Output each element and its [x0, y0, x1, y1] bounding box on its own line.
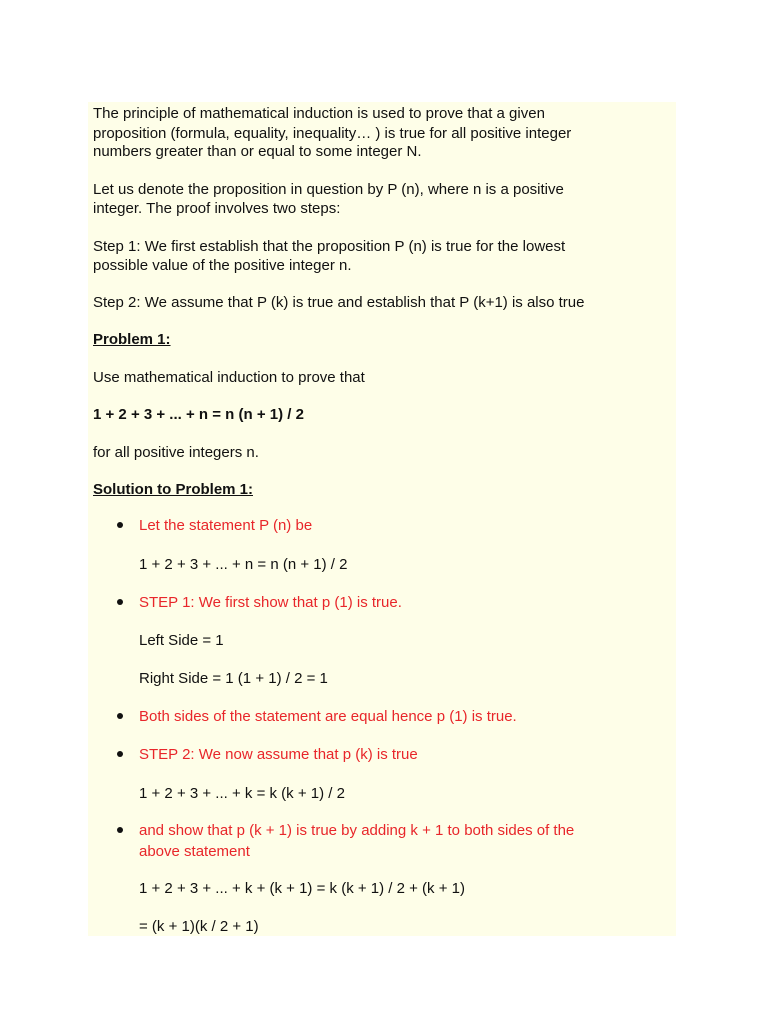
bullet-dot-icon [117, 599, 123, 605]
denote-line-1: Let us denote the proposition in question by P (n), where n is a positive [93, 181, 564, 198]
intro-line-1: The principle of mathematical induction is used to prove that a given [93, 105, 545, 122]
step2-text: Step 2: We assume that P (k) is true and establish that P (k+1) is also true [93, 294, 585, 311]
equation-pn: 1 + 2 + 3 + ... + n = n (n + 1) / 2 [139, 556, 348, 573]
problem-prompt: Use mathematical induction to prove that [93, 369, 365, 386]
bullet-both-sides: Both sides of the statement are equal hence p (1) is true. [139, 708, 517, 725]
intro-line-2: proposition (formula, equality, inequality… ) is true for all positive integer [93, 125, 572, 142]
equation-pk1: 1 + 2 + 3 + ... + k + (k + 1) = k (k + 1) / 2 + (k + 1) [139, 880, 465, 897]
equation-factored: = (k + 1)(k / 2 + 1) [139, 918, 259, 935]
bullet-step-2: STEP 2: We now assume that p (k) is true [139, 746, 418, 763]
step1-line-2: possible value of the positive integer n. [93, 257, 352, 274]
bullet-dot-icon [117, 827, 123, 833]
problem-scope: for all positive integers n. [93, 444, 259, 461]
bullet-show-pk1-line-1: and show that p (k + 1) is true by adding k + 1 to both sides of the [139, 822, 575, 839]
solution-heading: Solution to Problem 1: [93, 481, 253, 498]
right-side-text: Right Side = 1 (1 + 1) / 2 = 1 [139, 670, 328, 687]
bullet-dot-icon [117, 713, 123, 719]
bullet-show-pk1-line-2: above statement [139, 843, 250, 860]
bullet-let-statement: Let the statement P (n) be [139, 517, 313, 534]
denote-line-2: integer. The proof involves two steps: [93, 200, 341, 217]
bullet-step-1: STEP 1: We first show that p (1) is true. [139, 594, 402, 611]
intro-line-3: numbers greater than or equal to some integer N. [93, 143, 422, 160]
step1-line-1: Step 1: We first establish that the proposition P (n) is true for the lowest [93, 238, 566, 255]
left-side-text: Left Side = 1 [139, 632, 224, 649]
bullet-dot-icon [117, 522, 123, 528]
problem-formula: 1 + 2 + 3 + ... + n = n (n + 1) / 2 [93, 406, 304, 423]
bullet-dot-icon [117, 751, 123, 757]
problem-heading: Problem 1: [93, 331, 171, 348]
equation-pk: 1 + 2 + 3 + ... + k = k (k + 1) / 2 [139, 785, 345, 802]
